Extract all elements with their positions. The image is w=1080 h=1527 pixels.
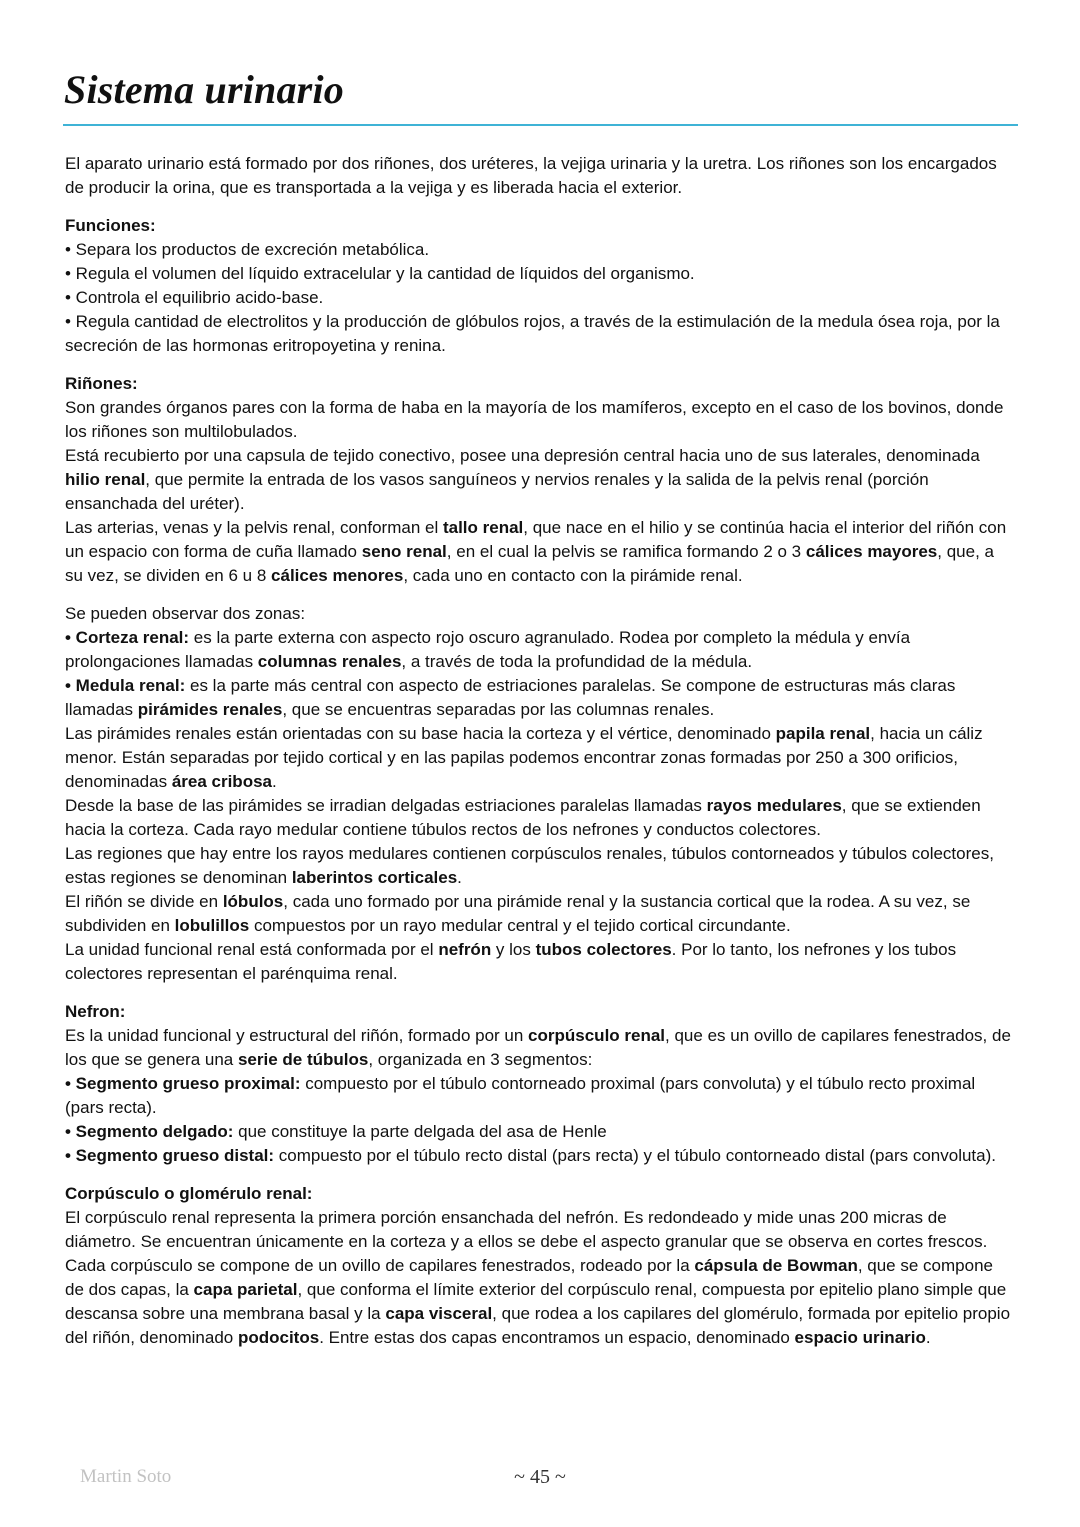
bold-term: lobulillos [174,916,250,935]
text-run: , que es un ovillo de capilares fenestrados, de los que se genera una [65,1026,1011,1069]
bold-term: laberintos corticales [291,868,458,887]
bold-term: pirámides renales [137,700,283,719]
text-run: El riñón se divide en [65,892,223,911]
bold-term: papila renal [775,724,871,743]
bold-term: • Segmento grueso proximal: [65,1074,301,1093]
text-run: Las pirámides renales están orientadas con su base hacia la corteza y el vértice, denominado [65,724,776,743]
bold-term: corpúsculo renal [528,1026,666,1045]
bold-term: cálices menores [271,566,404,585]
text-run: , a través de toda la profundidad de la médula. [401,652,753,671]
rinones-paragraph [65,516,1015,588]
text-run: es la parte más central con aspecto de estriaciones paralelas. Se compone de estructuras más claras llamadas [65,676,956,719]
rinones-paragraph: Son grandes órganos pares con la forma de haba en la mayoría de los mamíferos, excepto en el caso de los bovinos, donde los riñones son multilobulados. [65,398,1004,441]
bold-term: rayos medulares [706,796,842,815]
zonas-paragraph [65,842,1015,890]
text-run: . Por lo tanto, los nefrones y los tubos colectores representan el parénquima renal. [65,940,957,983]
text-run: , que, a su vez, se dividen en 6 u 8 [65,542,994,585]
text-run: , que conforma el límite exterior del corpúsculo renal, compuesta por epitelio plano simple que descansa sobre una membrana basal y la [65,1280,1007,1323]
text-run: Las regiones que hay entre los rayos medulares contienen corpúsculos renales, túbulos contorneados y túbulos colectores, estas regiones se denominan [65,844,994,887]
text-run: Cada corpúsculo se compone de un ovillo de capilares fenestrados, rodeado por la [65,1256,695,1275]
text-run: , que rodea a los capilares del glomérulo, formada por epitelio propio del riñón, denominado [65,1304,1011,1347]
zonas-intro: Se pueden observar dos zonas: [65,604,306,623]
bold-term: • Segmento grueso distal: [65,1146,275,1165]
bold-term: • Corteza renal: [65,628,190,647]
zonas-corteza [65,626,1015,674]
page-number: ~ 45 ~ [514,1466,566,1488]
text-run: . [457,868,462,887]
nefron-segment [65,1120,1015,1144]
bold-term: espacio urinario [794,1328,926,1347]
funciones-item: • Separa los productos de excreción metabólica. [65,240,430,259]
zonas-medula [65,674,1015,722]
text-run: Está recubierto por una capsula de tejido conectivo, posee una depresión central hacia uno de sus laterales, denominada [65,446,980,465]
text-run: , que se extienden hacia la corteza. Cada rayo medular contiene túbulos rectos de los nefrones y conductos colectores. [65,796,981,839]
text-run: La unidad funcional renal está conformada por el [65,940,439,959]
text-run: . Entre estas dos capas encontramos un espacio, denominado [319,1328,795,1347]
zonas-paragraph [65,890,1015,938]
zonas-paragraph [65,722,1015,794]
zonas-paragraph [65,794,1015,842]
text-run: , cada uno formado por una pirámide renal y la sustancia cortical que la rodea. A su vez, se subdividen en [65,892,971,935]
text-run: , que se compone de dos capas, la [65,1256,993,1299]
funciones-heading: Funciones: [65,216,156,235]
bold-term: tubos colectores [535,940,672,959]
bold-term: cápsula de Bowman [694,1256,858,1275]
text-run: , que se encuentras separadas por las columnas renales. [282,700,715,719]
bold-term: • Medula renal: [65,676,186,695]
nefron-segment [65,1144,1015,1168]
funciones-item: • Controla el equilibrio acido-base. [65,288,324,307]
text-run: Es la unidad funcional y estructural del riñón, formado por un [65,1026,529,1045]
bold-term: lóbulos [222,892,284,911]
intro-paragraph: El aparato urinario está formado por dos riñones, dos uréteres, la vejiga urinaria y la uretra. Los riñones son los encargados de producir la orina, que es transportada a la vejiga y es liberada hacia el exterior. [65,154,997,197]
bold-term: capa visceral [385,1304,493,1323]
funciones-item: • Regula cantidad de electrolitos y la producción de glóbulos rojos, a través de la estimulación de la medula ósea roja, por la secreción de las hormonas eritropoyetina y renina. [65,312,1000,355]
funciones-item: • Regula el volumen del líquido extracelular y la cantidad de líquidos del organismo. [65,264,695,283]
corpusculo-paragraph [65,1254,1015,1350]
corpusculo-heading: Corpúsculo o glomérulo renal: [65,1184,313,1203]
document-body [65,152,1015,1350]
text-run: , en el cual la pelvis se ramifica formando 2 o 3 [446,542,806,561]
bold-term: columnas renales [257,652,402,671]
text-run: . [925,1328,931,1347]
bold-term: nefrón [438,940,492,959]
page-title: Sistema urinario [64,67,344,112]
text-run: compuestos por un rayo medular central y el tejido cortical circundante. [249,916,791,935]
bold-term: capa parietal [193,1280,298,1299]
rinones-paragraph [65,444,1015,516]
text-run: es la parte externa con aspecto rojo oscuro agranulado. Rodea por completo la médula y envía prolongaciones llamadas [65,628,911,671]
bold-term: hilio renal [65,470,146,489]
text-run: , organizada en 3 segmentos: [368,1050,593,1069]
text-run: , cada uno en contacto con la pirámide renal. [403,566,743,585]
nefron-segment [65,1072,1015,1120]
bold-term: seno renal [361,542,447,561]
bold-term: serie de túbulos [237,1050,369,1069]
footer-author: Martin Soto [80,1466,172,1487]
bold-term: cálices mayores [805,542,938,561]
text-run: , que permite la entrada de los vasos sanguíneos y nervios renales y la salida de la pelvis renal (porción ensanchada del uréter). [65,470,929,513]
zonas-paragraph [65,938,1015,986]
text-run: compuesto por el túbulo contorneado proximal (pars convoluta) y el túbulo recto proximal (pars recta). [65,1074,976,1117]
text-run: , que nace en el hilio y se continúa hacia el interior del riñón con un espacio con forma de cuña llamado [65,518,1007,561]
title-underline [63,124,1018,126]
text-run: Las arterias, venas y la pelvis renal, conforman el [65,518,443,537]
text-run: y los [491,940,536,959]
text-run: compuesto por el túbulo recto distal (pars recta) y el túbulo contorneado distal (pars convoluta). [274,1146,996,1165]
bold-term: • Segmento delgado: [65,1122,234,1141]
text-run: Desde la base de las pirámides se irradian delgadas estriaciones paralelas llamadas [65,796,707,815]
nefron-paragraph [65,1024,1015,1072]
rinones-heading: Riñones: [65,374,138,393]
text-run: . [272,772,277,791]
text-run: que constituye la parte delgada del asa de Henle [233,1122,607,1141]
bold-term: tallo renal [442,518,524,537]
bold-term: área cribosa [171,772,272,791]
corpusculo-paragraph: El corpúsculo renal representa la primera porción ensanchada del nefrón. Es redondeado y mide unas 200 micras de diámetro. Se encuentran únicamente en la corteza y a ellos se debe el aspecto granular que se observa en cortes frescos. [65,1208,988,1251]
bold-term: podocitos [237,1328,320,1347]
text-run: , hacia un cáliz menor. Están separadas por tejido cortical y en las papilas podemos encontrar zonas formadas por 250 a 300 orificios, denominadas [65,724,983,791]
nefron-heading: Nefron: [65,1002,126,1021]
